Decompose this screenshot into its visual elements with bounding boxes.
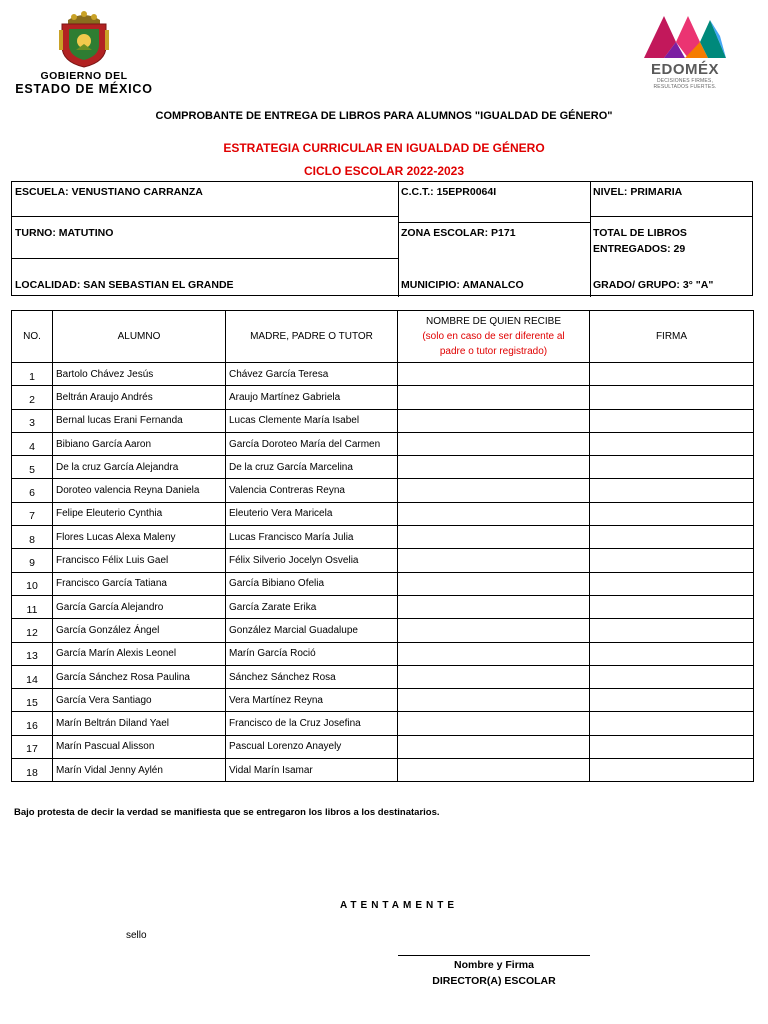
cell-alumno: Francisco Félix Luis Gael <box>53 549 226 572</box>
table-row <box>12 572 754 595</box>
table-row <box>12 386 754 409</box>
table-row <box>12 735 754 758</box>
cell-alumno: García Vera Santiago <box>53 689 226 712</box>
cell-alumno: García Marín Alexis Leonel <box>53 642 226 665</box>
seal-label: sello <box>126 930 147 941</box>
cell-no: 12 <box>12 619 53 642</box>
shift: TURNO: MATUTINO <box>15 227 114 239</box>
cell-alumno: Bartolo Chávez Jesús <box>53 363 226 386</box>
school-zone: ZONA ESCOLAR: P171 <box>401 227 516 239</box>
cell-firma[interactable] <box>590 386 754 409</box>
cell-tutor: Vera Martínez Reyna <box>226 689 398 712</box>
cell-tutor: Lucas Francisco María Julia <box>226 526 398 549</box>
cell-tutor: Francisco de la Cruz Josefina <box>226 712 398 735</box>
cell-firma[interactable] <box>590 409 754 432</box>
cell-recibe[interactable] <box>398 386 590 409</box>
cell-no: 17 <box>12 735 53 758</box>
brand-name: EDOMÉX <box>650 61 719 78</box>
cell-no: 10 <box>12 572 53 595</box>
table-header-row <box>12 311 754 363</box>
locality: LOCALIDAD: SAN SEBASTIAN EL GRANDE <box>15 279 234 291</box>
header-tutor: MADRE, PADRE O TUTOR <box>226 311 398 363</box>
header-alumno: ALUMNO <box>53 311 226 363</box>
brand-tagline-1: DECISIONES FIRMES, <box>656 78 714 84</box>
cell-no: 13 <box>12 642 53 665</box>
header-firma: FIRMA <box>590 311 754 363</box>
cell-alumno: Bernal lucas Erani Fernanda <box>53 409 226 432</box>
cell-alumno: García González Ángel <box>53 619 226 642</box>
cell-alumno: Bibiano García Aaron <box>53 432 226 455</box>
table-row <box>12 549 754 572</box>
cell-recibe[interactable] <box>398 689 590 712</box>
cell-firma[interactable] <box>590 642 754 665</box>
cell-alumno: Francisco García Tatiana <box>53 572 226 595</box>
cell-firma[interactable] <box>590 735 754 758</box>
cell-alumno: Marín Vidal Jenny Aylén <box>53 759 226 782</box>
cell-recibe[interactable] <box>398 549 590 572</box>
cell-recibe[interactable] <box>398 712 590 735</box>
table-row <box>12 712 754 735</box>
books-total-line2: ENTREGADOS: 29 <box>593 243 686 255</box>
table-row <box>12 456 754 479</box>
header-recibe <box>398 311 590 363</box>
cell-firma[interactable] <box>590 759 754 782</box>
cell-recibe[interactable] <box>398 642 590 665</box>
municipality: MUNICIPIO: AMANALCO <box>401 279 524 291</box>
table-row <box>12 432 754 455</box>
cell-firma[interactable] <box>590 712 754 735</box>
signature-line <box>398 955 590 956</box>
table-row <box>12 526 754 549</box>
cell-no: 5 <box>12 456 53 479</box>
table-row <box>12 363 754 386</box>
cell-firma[interactable] <box>590 432 754 455</box>
table-row <box>12 759 754 782</box>
cell-tutor: Félix Silverio Jocelyn Osvelia <box>226 549 398 572</box>
cell-recibe[interactable] <box>398 665 590 688</box>
cell-firma[interactable] <box>590 479 754 502</box>
cell-alumno: Doroteo valencia Reyna Daniela <box>53 479 226 502</box>
edomex-m-icon <box>638 12 732 60</box>
cell-tutor: Pascual Lorenzo Anayely <box>226 735 398 758</box>
cell-tutor: Araujo Martínez Gabriela <box>226 386 398 409</box>
grade-group: GRADO/ GRUPO: 3° "A" <box>593 279 714 291</box>
cell-tutor: Chávez García Teresa <box>226 363 398 386</box>
gov-name-line2: ESTADO DE MÉXICO <box>15 82 153 96</box>
cell-recibe[interactable] <box>398 479 590 502</box>
cell-recibe[interactable] <box>398 432 590 455</box>
cell-firma[interactable] <box>590 456 754 479</box>
cell-alumno: Marín Beltrán Diland Yael <box>53 712 226 735</box>
cell-tutor: Sánchez Sánchez Rosa <box>226 665 398 688</box>
cell-tutor: García Bibiano Ofelia <box>226 572 398 595</box>
state-seal-icon <box>56 10 112 68</box>
director-label: DIRECTOR(A) ESCOLAR <box>432 975 556 987</box>
cell-alumno: Beltrán Araujo Andrés <box>53 386 226 409</box>
books-total-line1: TOTAL DE LIBROS <box>593 227 687 239</box>
cell-recibe[interactable] <box>398 735 590 758</box>
cell-tutor: Marín García Roció <box>226 642 398 665</box>
strategy-title: ESTRATEGIA CURRICULAR EN IGUALDAD DE GÉNERO <box>223 141 545 155</box>
table-row <box>12 409 754 432</box>
table-row <box>12 595 754 618</box>
gov-name-line1: GOBIERNO DEL <box>40 70 128 82</box>
cell-firma[interactable] <box>590 363 754 386</box>
cell-alumno: Felipe Eleuterio Cynthia <box>53 502 226 525</box>
cell-no: 11 <box>12 595 53 618</box>
cell-no: 16 <box>12 712 53 735</box>
name-signature-label: Nombre y Firma <box>454 959 534 971</box>
cell-alumno: De la cruz García Alejandra <box>53 456 226 479</box>
cell-alumno: García García Alejandro <box>53 595 226 618</box>
cell-recibe[interactable] <box>398 456 590 479</box>
table-row <box>12 689 754 712</box>
cell-no: 8 <box>12 526 53 549</box>
school-name: ESCUELA: VENUSTIANO CARRANZA <box>15 186 203 198</box>
cell-firma[interactable] <box>590 689 754 712</box>
cell-no: 18 <box>12 759 53 782</box>
gobierno-logo <box>14 10 154 100</box>
school-cycle: CICLO ESCOLAR 2022-2023 <box>303 164 465 178</box>
cell-tutor: Eleuterio Vera Maricela <box>226 502 398 525</box>
cell-no: 9 <box>12 549 53 572</box>
cell-recibe[interactable] <box>398 363 590 386</box>
cct-code: C.C.T.: 15EPR0064I <box>401 186 497 198</box>
school-level: NIVEL: PRIMARIA <box>593 186 683 198</box>
cell-tutor: Valencia Contreras Reyna <box>226 479 398 502</box>
students-table <box>11 310 754 782</box>
table-row <box>12 479 754 502</box>
cell-no: 3 <box>12 409 53 432</box>
cell-no: 14 <box>12 665 53 688</box>
header-recibe-line2: (solo en caso de ser diferente al <box>422 331 565 342</box>
cell-tutor: Lucas Clemente María Isabel <box>226 409 398 432</box>
brand-tagline-2: RESULTADOS FUERTES. <box>653 84 717 90</box>
cell-alumno: García Sánchez Rosa Paulina <box>53 665 226 688</box>
cell-recibe[interactable] <box>398 759 590 782</box>
document-title: COMPROBANTE DE ENTREGA DE LIBROS PARA ALUMNOS "IGUALDAD DE GÉNERO" <box>155 110 613 122</box>
cell-recibe[interactable] <box>398 526 590 549</box>
cell-firma[interactable] <box>590 595 754 618</box>
cell-tutor: De la cruz García Marcelina <box>226 456 398 479</box>
cell-no: 7 <box>12 502 53 525</box>
atentamente-label: ATENTAMENTE <box>339 900 459 911</box>
school-info-block <box>11 181 753 296</box>
cell-recibe[interactable] <box>398 619 590 642</box>
cell-recibe[interactable] <box>398 572 590 595</box>
cell-firma[interactable] <box>590 572 754 595</box>
edomex-logo <box>636 12 734 96</box>
cell-no: 15 <box>12 689 53 712</box>
cell-no: 6 <box>12 479 53 502</box>
cell-no: 4 <box>12 432 53 455</box>
cell-firma[interactable] <box>590 549 754 572</box>
declaration-text: Bajo protesta de decir la verdad se manifiesta que se entregaron los libros a los destinatarios. <box>14 807 440 818</box>
cell-no: 2 <box>12 386 53 409</box>
cell-tutor: Vidal Marín Isamar <box>226 759 398 782</box>
table-row <box>12 642 754 665</box>
header-recibe-line3: padre o tutor registrado) <box>439 346 548 357</box>
table-row <box>12 665 754 688</box>
table-row <box>12 502 754 525</box>
cell-recibe[interactable] <box>398 502 590 525</box>
cell-tutor: González Marcial Guadalupe <box>226 619 398 642</box>
cell-recibe[interactable] <box>398 595 590 618</box>
cell-tutor: García Doroteo María del Carmen <box>226 432 398 455</box>
header-no: NO. <box>12 311 53 363</box>
cell-firma[interactable] <box>590 619 754 642</box>
header-recibe-line1: NOMBRE DE QUIEN RECIBE <box>425 316 562 327</box>
cell-firma[interactable] <box>590 526 754 549</box>
cell-firma[interactable] <box>590 502 754 525</box>
cell-firma[interactable] <box>590 665 754 688</box>
cell-alumno: Marín Pascual Alisson <box>53 735 226 758</box>
cell-alumno: Flores Lucas Alexa Maleny <box>53 526 226 549</box>
table-row <box>12 619 754 642</box>
cell-no: 1 <box>12 363 53 386</box>
cell-recibe[interactable] <box>398 409 590 432</box>
cell-tutor: García Zarate Erika <box>226 595 398 618</box>
